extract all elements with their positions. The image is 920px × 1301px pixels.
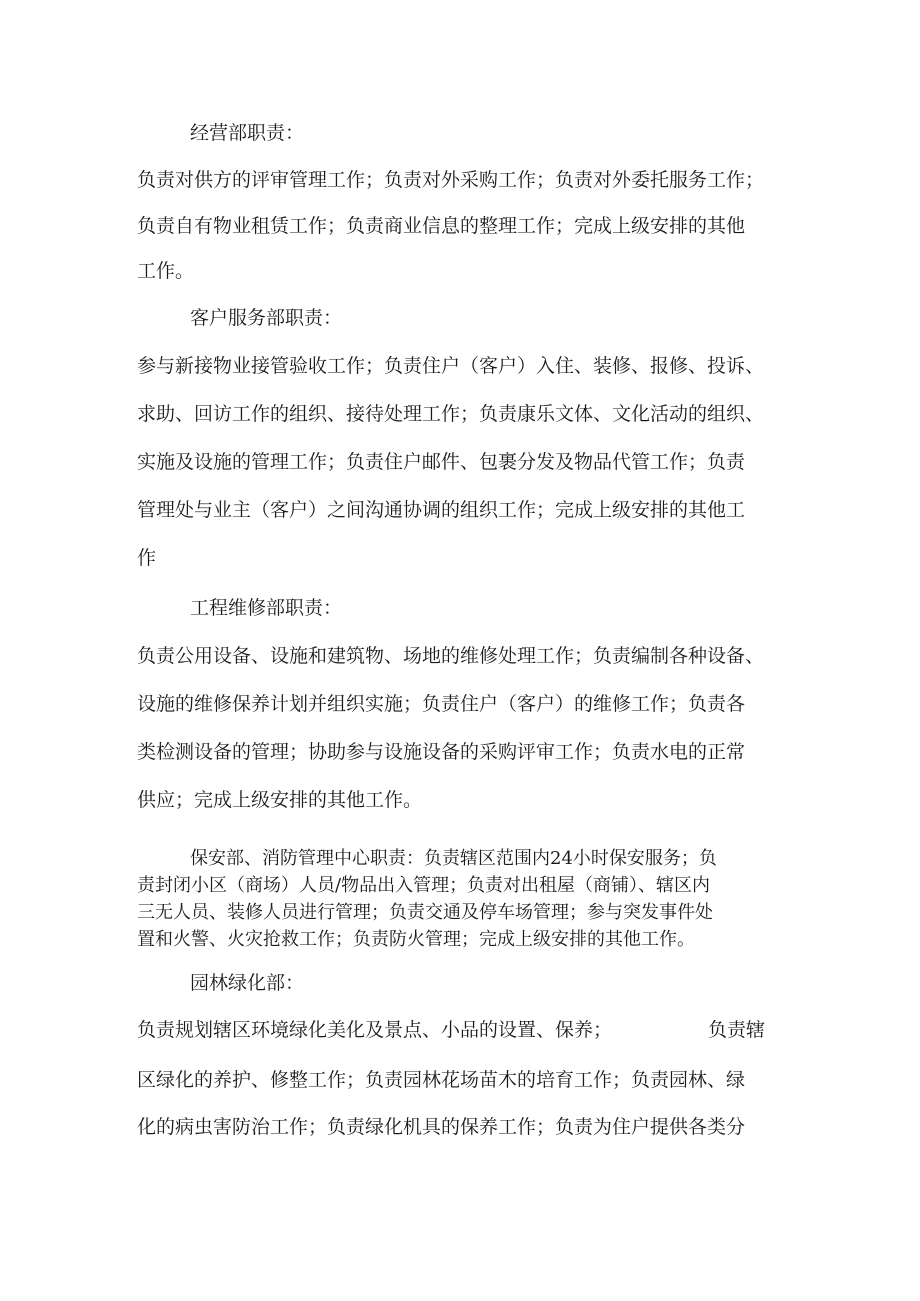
paragraph-line: 供应；完成上级安排的其他工作。: [137, 789, 423, 811]
paragraph-line: 管理处与业主（客户）之间沟通协调的组织工作；完成上级安排的其他工: [137, 499, 746, 521]
paragraph-line: 负责对供方的评审管理工作；负责对外采购工作；负责对外委托服务工作；: [137, 169, 765, 191]
section-heading-engineering: 工程维修部职责：: [190, 597, 343, 619]
section-heading-business: 经营部职责：: [190, 122, 305, 144]
paragraph-segment-trailing: 负责辖: [708, 1019, 766, 1041]
paragraph-line: 求助、回访工作的组织、接待处理工作；负责康乐文体、文化活动的组织、: [137, 403, 765, 425]
paragraph-line: 实施及设施的管理工作；负责住户邮件、包裹分发及物品代管工作；负责: [137, 451, 746, 473]
paragraph-line: 负责公用设备、设施和建筑物、场地的维修处理工作；负责编制各种设备、: [137, 645, 765, 667]
paragraph-line: 置和火警、火灾抢救工作；负责防火管理；完成上级安排的其他工作。: [137, 929, 695, 950]
paragraph-segment: 负责规划辖区环境绿化美化及景点、小品的设置、保养；: [137, 1019, 613, 1041]
paragraph-line: 化的病虫害防治工作；负责绿化机具的保养工作；负责为住户提供各类分: [137, 1116, 746, 1138]
paragraph-line: 作: [137, 547, 157, 569]
section-heading-customer-service: 客户服务部职责：: [190, 307, 343, 329]
paragraph-line: 工作。: [137, 260, 195, 282]
paragraph-line: [137, 1018, 797, 1042]
paragraph-line: 设施的维修保养计划并组织实施；负责住户（客户）的维修工作；负责各: [137, 693, 746, 715]
paragraph-line: 类检测设备的管理；协助参与设施设备的采购评审工作；负责水电的正常: [137, 741, 746, 763]
paragraph-line: 责封闭小区（商场）人员/物品出入管理；负责对出租屋（商铺）、辖区内: [137, 875, 711, 896]
paragraph-line: 三无人员、装修人员进行管理；负责交通及停车场管理；参与突发事件处: [137, 902, 713, 923]
paragraph-line: 负责自有物业租赁工作；负责商业信息的整理工作；完成上级安排的其他: [137, 215, 746, 237]
section-heading-landscaping: 园林绿化部：: [190, 972, 305, 994]
paragraph-line: 区绿化的养护、修整工作；负责园林花场苗木的培育工作；负责园林、绿: [137, 1069, 746, 1091]
paragraph-line: 参与新接物业接管验收工作；负责住户（客户）入住、装修、报修、投诉、: [137, 355, 765, 377]
paragraph-line-security-first: 保安部、消防管理中心职责：负责辖区范围内24小时保安服务；负: [190, 848, 717, 869]
